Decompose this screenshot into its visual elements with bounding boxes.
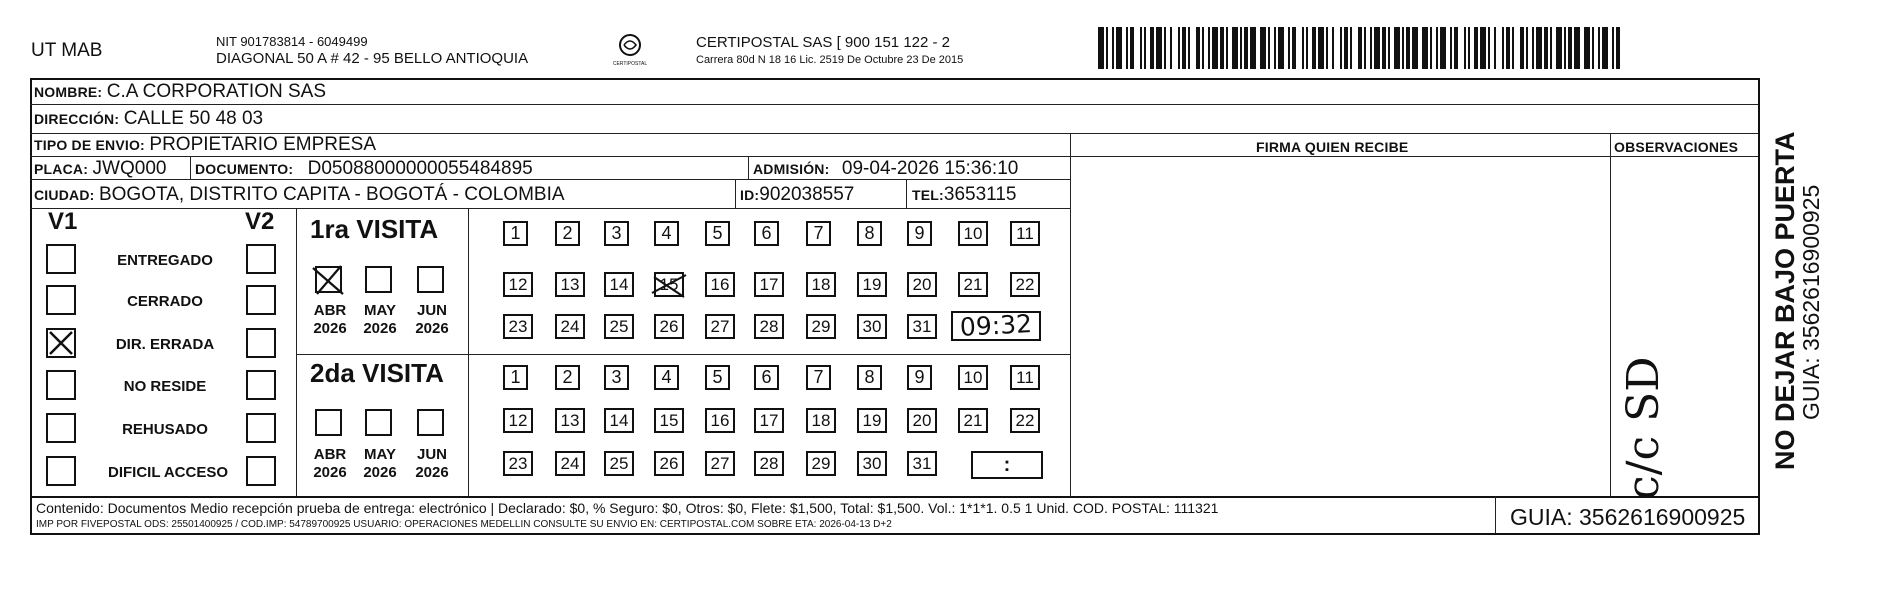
nombre-row [34, 81, 326, 103]
day-box[interactable]: 9 [907, 365, 932, 390]
v1-checkbox[interactable] [46, 370, 76, 400]
barcode-bar [1288, 27, 1290, 69]
month-label: ABR [313, 302, 347, 319]
tel-value: 3653115 [943, 184, 1017, 205]
month-label: ABR [313, 446, 347, 463]
barcode-bar [1196, 27, 1200, 69]
barcode-bar [1556, 27, 1562, 69]
v2-label: V2 [245, 208, 275, 235]
barcode-bar [1178, 27, 1180, 69]
day-box[interactable]: 8 [857, 365, 882, 390]
day-box[interactable]: 27 [705, 451, 735, 476]
first-visit-title: 1ra VISITA [310, 214, 439, 244]
day-box[interactable]: 26 [654, 451, 684, 476]
barcode-bar [1564, 27, 1566, 69]
tipo-envio-value: PROPIETARIO EMPRESA [149, 134, 377, 155]
v1-checkbox[interactable] [46, 244, 76, 274]
v1-checkbox[interactable] [46, 456, 76, 486]
barcode-bar [1170, 27, 1172, 69]
barcode-bar [1244, 27, 1248, 69]
day-box[interactable]: 24 [555, 314, 585, 339]
documento-value: D05088000000055484895 [307, 158, 533, 179]
barcode-bar [1464, 27, 1466, 69]
day-box[interactable]: 4 [654, 365, 679, 390]
barcode-bar [1374, 27, 1380, 69]
id-row [740, 184, 854, 206]
placa-value: JWQ000 [92, 158, 167, 179]
direccion-value: CALLE 50 48 03 [123, 108, 264, 129]
barcode-bar [1126, 27, 1128, 69]
barcode-bar [1526, 27, 1528, 69]
barcode-bar [1226, 27, 1228, 69]
ciudad-label: CIUDAD: [34, 187, 95, 203]
barcode-bar [1454, 27, 1458, 69]
admision-label: ADMISIÓN: [753, 161, 830, 177]
barcode-bar [1616, 27, 1620, 69]
tipo-envio-label: TIPO DE ENVIO: [34, 137, 145, 153]
day-box[interactable]: 7 [806, 365, 831, 390]
barcode-bar [1598, 27, 1600, 69]
company-name: UT MAB [31, 40, 103, 61]
month-label: MAY [364, 302, 396, 319]
barcode-bar [1450, 27, 1452, 69]
month-label-group [409, 302, 455, 338]
day-box[interactable]: 6 [754, 365, 779, 390]
v2-checkbox[interactable] [246, 413, 276, 443]
barcode-bar [1098, 27, 1104, 69]
day-box[interactable]: 19 [857, 272, 887, 297]
ciudad-row [34, 184, 565, 206]
v1-checkbox[interactable] [46, 285, 76, 315]
barcode-bar [1232, 27, 1238, 69]
day-box[interactable]: 22 [1010, 272, 1040, 297]
day-box[interactable]: 4 [654, 221, 679, 246]
barcode-bar [1422, 27, 1428, 69]
barcode-bar [1536, 27, 1542, 69]
month-checkbox[interactable] [315, 266, 342, 293]
admision-value: 09-04-2026 15:36:10 [841, 158, 1019, 179]
barcode-bar [1302, 27, 1304, 69]
day-box[interactable]: 2 [555, 365, 580, 390]
day-box[interactable]: 17 [754, 272, 784, 297]
month-year: 2026 [363, 464, 397, 481]
barcode-bar [1480, 27, 1486, 69]
month-label: JUN [416, 302, 447, 319]
no-dejar-bajo-puerta: NO DEJAR BAJO PUERTA [1770, 131, 1800, 470]
tel-row [912, 184, 1016, 206]
barcode-bar [1312, 27, 1316, 69]
day-box[interactable]: 18 [806, 408, 836, 433]
month-year: 2026 [313, 464, 347, 481]
placa-label: PLACA: [34, 161, 89, 177]
month-label-group [357, 446, 403, 482]
barcode-bar [1182, 27, 1186, 69]
v2-checkbox[interactable] [246, 456, 276, 486]
day-box[interactable]: 26 [654, 314, 684, 339]
observaciones-label: OBSERVACIONES [1614, 139, 1739, 155]
month-year: 2026 [363, 320, 397, 337]
barcode-bar [1388, 27, 1390, 69]
day-box[interactable]: 3 [604, 365, 629, 390]
day-box[interactable]: 2 [555, 221, 580, 246]
day-box[interactable]: 21 [958, 272, 988, 297]
month-label-group [409, 446, 455, 482]
day-box[interactable]: 24 [555, 451, 585, 476]
v1-checkbox[interactable] [46, 328, 76, 358]
certipostal-logo [612, 32, 648, 68]
barcode-bar [1306, 27, 1308, 69]
day-check-mark [648, 271, 690, 301]
day-box[interactable]: 13 [555, 408, 585, 433]
day-box[interactable]: 31 [907, 314, 937, 339]
id-label: ID: [740, 187, 760, 203]
status-option-label: ENTREGADO [117, 252, 213, 269]
day-box[interactable]: 14 [604, 272, 634, 297]
day-box[interactable]: 12 [503, 272, 533, 297]
barcode-bar [1370, 27, 1372, 69]
handwritten-observation: c/c SD [1618, 356, 1669, 500]
month-label-group [307, 446, 353, 482]
first-visit-time-box[interactable] [951, 311, 1041, 341]
barcode-bar [1574, 27, 1580, 69]
barcode-bar [1382, 27, 1386, 69]
barcode-bar [1592, 27, 1594, 69]
second-visit-time[interactable]: : [971, 451, 1043, 479]
direccion-label: DIRECCIÓN: [34, 111, 120, 127]
barcode-bar [1358, 27, 1362, 69]
status-option-label: DIR. ERRADA [115, 336, 215, 353]
barcode-bar [1602, 27, 1608, 69]
barcode-bar [1326, 27, 1328, 69]
day-box[interactable]: 10 [958, 221, 988, 246]
month-year: 2026 [313, 320, 347, 337]
month-year: 2026 [415, 464, 449, 481]
barcode-bar [1340, 27, 1342, 69]
guia-footer: GUIA: 3562616900925 [1510, 504, 1746, 530]
impresion-text: IMP POR FIVEPOSTAL ODS: 25501400925 / COD.IMP: 54789700925 USUARIO: OPERACIONES MEDELLIN CONSULTE SU ENVIO EN: CERTIPOSTAL.COM SOBRE ETA: 2026-04-13 D+2 [36, 519, 892, 530]
barcode-bar [1550, 27, 1552, 69]
barcode-bar [1468, 27, 1470, 69]
barcode-bar [1488, 27, 1490, 69]
logo-text: CERTIPOSTAL [612, 61, 648, 67]
v2-checkbox[interactable] [246, 244, 276, 274]
month-label: MAY [364, 446, 396, 463]
day-box[interactable]: 1 [503, 365, 528, 390]
status-option-label: NO RESIDE [123, 378, 207, 395]
day-box[interactable]: 14 [604, 408, 634, 433]
barcode-bar [1440, 27, 1446, 69]
day-box[interactable]: 15 [654, 408, 684, 433]
second-visit-title: 2da VISITA [310, 358, 444, 388]
day-box[interactable]: 16 [705, 408, 735, 433]
barcode-bar [1212, 27, 1218, 69]
barcode-bar [1612, 27, 1614, 69]
barcode-bar [1584, 27, 1590, 69]
barcode-bar [1116, 27, 1122, 69]
v1-checkbox[interactable] [46, 413, 76, 443]
barcode-bar [1144, 27, 1146, 69]
placa-row [34, 158, 166, 180]
admision-row [753, 158, 1018, 180]
contenido-text: Contenido: Documentos Medio recepción prueba de entrega: electrónico | Declarado: $0, % Seguro: $0, Otros: $0, Flete: $1,500, Total: $1,500. Vol.: 1*1*1. 0.5 1 Unid. COD. POSTAL: 111321 [36, 500, 1219, 516]
barcode-bar [1112, 27, 1114, 69]
day-box[interactable]: 30 [857, 314, 887, 339]
day-box[interactable]: 10 [958, 365, 988, 390]
month-checkbox[interactable] [365, 266, 392, 293]
barcode-bar [1278, 27, 1284, 69]
day-box[interactable]: 19 [857, 408, 887, 433]
barcode-bar [1544, 27, 1548, 69]
barcode [1098, 27, 1628, 69]
day-box[interactable]: 28 [754, 451, 784, 476]
day-box[interactable]: 23 [503, 314, 533, 339]
barcode-bar [1274, 27, 1276, 69]
nombre-label: NOMBRE: [34, 84, 103, 100]
barcode-bar [1350, 27, 1352, 69]
company-nit: NIT 901783814 - 6049499 [216, 34, 368, 49]
day-box[interactable]: 11 [1010, 365, 1040, 390]
day-box[interactable]: 20 [907, 272, 937, 297]
documento-label: DOCUMENTO: [195, 161, 294, 177]
barcode-bar [1140, 27, 1142, 69]
v1-label: V1 [48, 208, 78, 235]
day-box[interactable]: 27 [705, 314, 735, 339]
month-checkbox[interactable] [417, 266, 444, 293]
courier-name: CERTIPOSTAL SAS [ 900 151 122 - 2 [696, 34, 951, 51]
barcode-bar [1494, 27, 1496, 69]
barcode-bar [1130, 27, 1134, 69]
barcode-bar [1402, 27, 1404, 69]
day-box[interactable]: 15 [654, 272, 684, 297]
day-box[interactable]: 3 [604, 221, 629, 246]
month-year: 2026 [415, 320, 449, 337]
day-box[interactable]: 5 [705, 365, 730, 390]
barcode-bar [1188, 27, 1190, 69]
status-option-label: REHUSADO [122, 421, 208, 438]
day-box[interactable]: 22 [1010, 408, 1040, 433]
courier-license: Carrera 80d N 18 16 Lic. 2519 De Octubre 23 De 2015 [696, 54, 964, 66]
barcode-bar [1220, 27, 1224, 69]
barcode-bar [1532, 27, 1534, 69]
day-box[interactable]: 20 [907, 408, 937, 433]
nombre-value: C.A CORPORATION SAS [106, 81, 326, 102]
barcode-bar [1208, 27, 1210, 69]
barcode-bar [1512, 27, 1514, 69]
day-box[interactable]: 29 [806, 451, 836, 476]
status-option-label: CERRADO [127, 293, 203, 310]
barcode-bar [1394, 27, 1400, 69]
barcode-bar [1332, 27, 1334, 69]
barcode-bar [1292, 27, 1296, 69]
v2-checkbox[interactable] [246, 328, 276, 358]
ciudad-value: BOGOTA, DISTRITO CAPITA - BOGOTÁ - COLOMBIA [98, 184, 565, 205]
barcode-bar [1364, 27, 1366, 69]
barcode-bar [1250, 27, 1256, 69]
barcode-bar [1568, 27, 1572, 69]
day-box[interactable]: 8 [857, 221, 882, 246]
day-box[interactable]: 25 [604, 451, 634, 476]
barcode-bar [1436, 27, 1438, 69]
day-box[interactable]: 30 [857, 451, 887, 476]
first-visit-time: 09:32 [959, 309, 1033, 342]
day-box[interactable]: 6 [754, 221, 779, 246]
barcode-bar [1106, 27, 1108, 69]
documento-row [195, 158, 533, 180]
day-box[interactable]: 11 [1010, 221, 1040, 246]
month-label: JUN [416, 446, 447, 463]
day-box[interactable]: 16 [705, 272, 735, 297]
day-box[interactable]: 13 [555, 272, 585, 297]
firma-label: FIRMA QUIEN RECIBE [1256, 139, 1409, 155]
barcode-bar [1520, 27, 1524, 69]
direccion-row [34, 108, 263, 130]
day-box[interactable]: 18 [806, 272, 836, 297]
day-box[interactable]: 1 [503, 221, 528, 246]
barcode-bar [1164, 27, 1166, 69]
day-box[interactable]: 28 [754, 314, 784, 339]
tel-label: TEL: [912, 187, 944, 203]
barcode-bar [1506, 27, 1510, 69]
barcode-bar [1344, 27, 1348, 69]
month-label-group [307, 302, 353, 338]
barcode-bar [1260, 27, 1266, 69]
day-box[interactable]: 29 [806, 314, 836, 339]
barcode-bar [1150, 27, 1154, 69]
day-box[interactable]: 31 [907, 451, 937, 476]
day-box[interactable]: 9 [907, 221, 932, 246]
barcode-bar [1268, 27, 1270, 69]
month-checkbox[interactable] [315, 409, 342, 436]
barcode-bar [1502, 27, 1504, 69]
barcode-bar [1474, 27, 1478, 69]
status-option-label: DIFICIL ACCESO [107, 464, 228, 481]
day-box[interactable]: 5 [705, 221, 730, 246]
barcode-bar [1412, 27, 1418, 69]
month-label-group [357, 302, 403, 338]
barcode-bar [1202, 27, 1204, 69]
company-address: DIAGONAL 50 A # 42 - 95 BELLO ANTIOQUIA [216, 50, 529, 67]
barcode-bar [1406, 27, 1410, 69]
month-checkbox[interactable] [417, 409, 444, 436]
day-box[interactable]: 17 [754, 408, 784, 433]
day-box[interactable]: 12 [503, 408, 533, 433]
guia-vertical: GUIA: 3562616900925 [1798, 184, 1824, 420]
barcode-bar [1430, 27, 1432, 69]
day-box[interactable]: 7 [806, 221, 831, 246]
barcode-bar [1318, 27, 1324, 69]
day-box[interactable]: 23 [503, 451, 533, 476]
v2-checkbox[interactable] [246, 370, 276, 400]
barcode-bar [1240, 27, 1242, 69]
day-box[interactable]: 21 [958, 408, 988, 433]
tipo-envio-row [34, 134, 376, 156]
barcode-bar [1156, 27, 1162, 69]
month-checkbox[interactable] [365, 409, 392, 436]
id-value: 902038557 [759, 184, 855, 205]
v2-checkbox[interactable] [246, 285, 276, 315]
day-box[interactable]: 25 [604, 314, 634, 339]
